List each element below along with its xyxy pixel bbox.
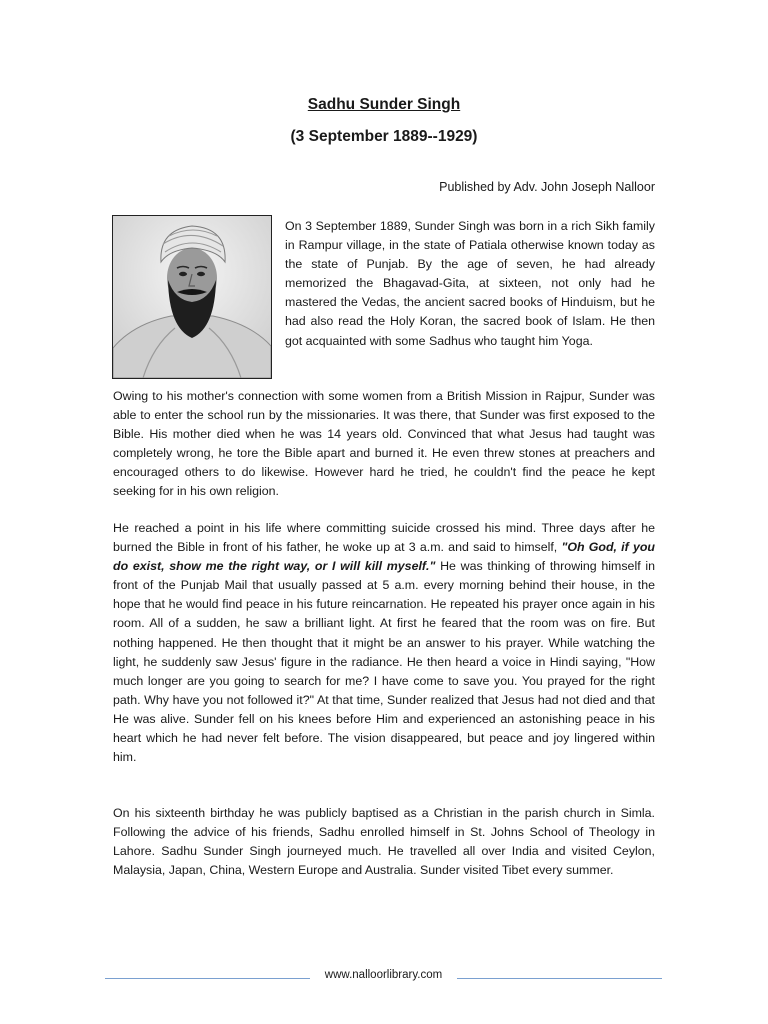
paragraph-vision-intro: He reached a point in his life where committing suicide crossed his mind. Three days after he burned the Bible in front of his father, he woke up at 3 a.m. and said to himself, [113,521,655,555]
paragraph-mission-school: Owing to his mother's connection with some women from a British Mission in Rajpur, Sunder was able to enter the school run by the missionaries. It was there, that Sunder was first exposed to the Bible. His mother died when he was 14 years old. Convinced that what Jesus had taught was completely wrong, he tore the Bible apart and burned it. He even threw stones at preachers and encouraged others to do likewise. However hard he tried, he couldn't find the peace he kept seeking for in his own religion. [113,389,655,499]
page-footer [105,969,662,987]
portrait-photo [112,215,272,379]
footer-rule-right [457,978,662,979]
life-dates: (3 September 1889--1929) [290,128,478,145]
paragraph-baptism: On his sixteenth birthday he was publicly baptised as a Christian in the parish church in Simla. Following the advice of his friends, Sadhu enrolled himself in St. Johns School of Theology in Lahore. Sadhu Sunder Singh journeyed much. He travelled all over India and visited Ceylon, Malaysia, Japan, China, Western Europe and Australia. Sunder visited Tibet every summer. [113,806,655,878]
paragraph-vision-body: He was thinking of throwing himself in front of the Punjab Mail that usually passed at 5 a.m. every morning behind their house, in the hope that he would find peace in his future reincarnation. He repeated his prayer once again in his room. All of a sudden, he saw a brilliant light. At first he feared that the room was on fire. But nothing happened. He then thought that it might be an answer to his prayer. While watching the light, he suddenly saw Jesus' figure in the radiance. He then heard a voice in Hindi saying, "How much longer are you going to search for me? I have come to save you. You prayed for the right path. Why have you not followed it?" At that time, Sunder realized that Jesus had not died and that He was alive. Sunder fell on his knees before Him and experienced an astonishing peace in his heart which he had never felt before. The vision disappeared, but peace and joy lingered within him. [113,559,655,765]
footer-url: www.nalloorlibrary.com [324,969,443,981]
document-title [0,96,768,114]
publisher-line: Published by Adv. John Joseph Nalloor [439,180,655,194]
paragraph-vision [113,519,655,767]
document-title-text: Sadhu Sunder Singh [307,96,461,113]
paragraph-birth: On 3 September 1889, Sunder Singh was born in a rich Sikh family in Rampur village, in the state of Patiala otherwise known today as the state of Punjab. By the age of seven, he had already memorized the Bhagavad-Gita, at sixteen, not only had he mastered the Vedas, the ancient sacred books of Hinduism, but he had also read the Holy Koran, the sacred book of Islam. He then got acquainted with some Sadhus who taught him Yoga. [285,219,655,348]
prayer-quote: "Oh God, if you do exist, show me the right way, or I will kill myself." [113,540,655,574]
